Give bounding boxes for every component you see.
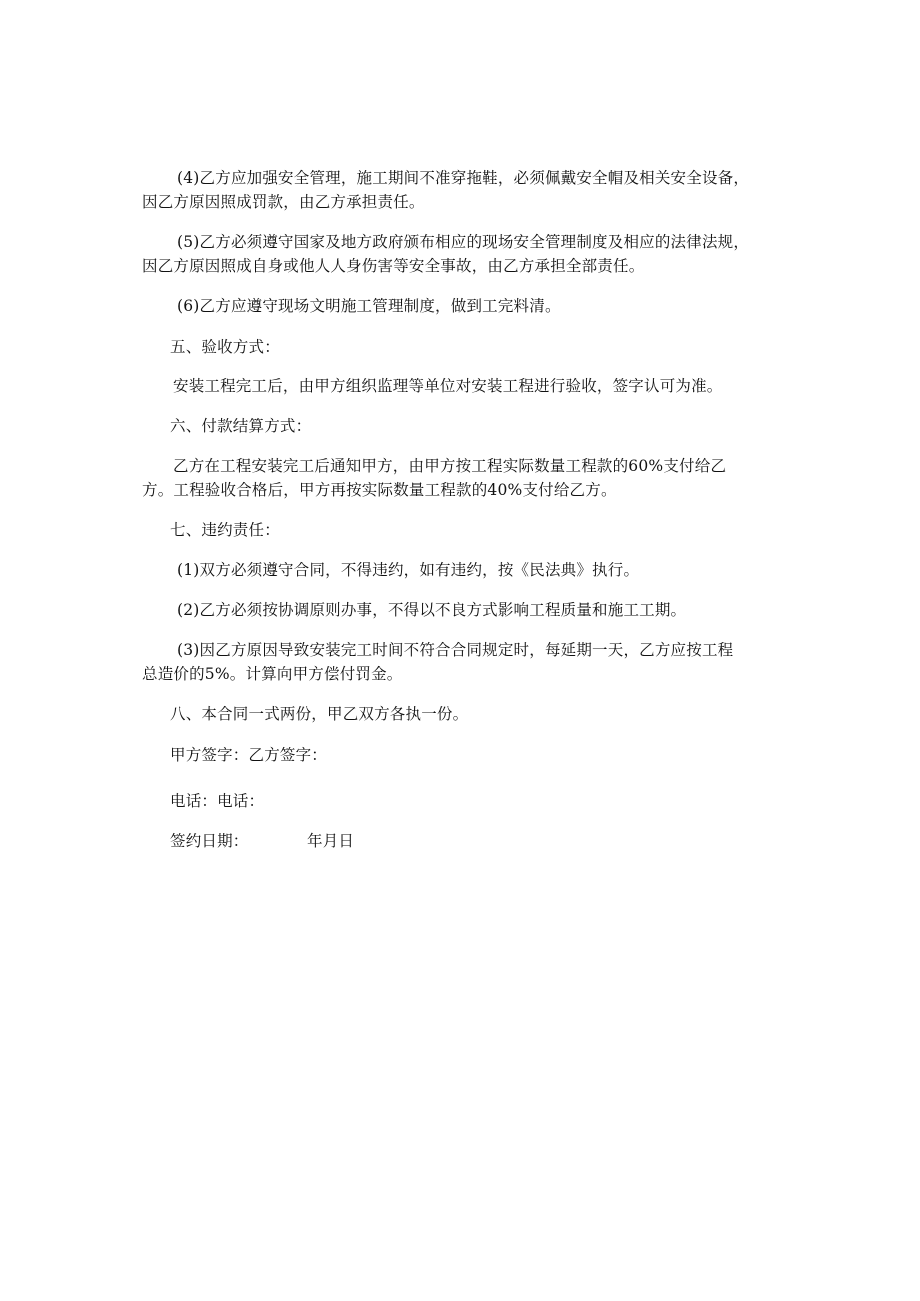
clause-4-line-1: (4)乙方应加强安全管理，施工期间不准穿拖鞋，必须佩戴安全帽及相关安全设备， <box>177 169 750 187</box>
section-6-body-line-1: 乙方在工程安装完工后通知甲方，由甲方按工程实际数量工程款的60%支付给乙 <box>173 457 727 475</box>
section-7-item-3-line-2: 总造价的5%。计算向甲方偿付罚金。 <box>142 665 403 683</box>
clause-6: (6)乙方应遵守现场文明施工管理制度，做到工完料清。 <box>177 297 561 315</box>
section-5-body: 安装工程完工后，由甲方组织监理等单位对安装工程进行验收，签字认可为准。 <box>173 377 723 395</box>
section-7-item-2: (2)乙方必须按协调原则办事，不得以不良方式影响工程质量和施工工期。 <box>177 601 687 619</box>
section-7-heading: 七、违约责任： <box>170 521 280 539</box>
clause-4-line-2: 因乙方原因照成罚款，由乙方承担责任。 <box>142 193 425 211</box>
clause-5-line-1: (5)乙方必须遵守国家及地方政府颁布相应的现场安全管理制度及相应的法律法规， <box>177 233 750 251</box>
section-7-item-1: (1)双方必须遵守合同，不得违约，如有违约，按《民法典》执行。 <box>177 561 640 579</box>
section-8: 八、本合同一式两份，甲乙双方各执一份。 <box>170 705 469 723</box>
sign-date-value: 年月日 <box>307 832 355 850</box>
section-5-heading: 五、验收方式： <box>170 338 280 356</box>
signature-line: 甲方签字：乙方签字： <box>170 746 328 764</box>
clause-5-line-2: 因乙方原因照成自身或他人人身伤害等安全事故，由乙方承担全部责任。 <box>142 257 645 275</box>
section-6-body-line-2: 方。工程验收合格后，甲方再按实际数量工程款的40%支付给乙方。 <box>142 481 617 499</box>
phone-line: 电话：电话： <box>170 792 265 810</box>
section-6-heading: 六、付款结算方式： <box>170 417 312 435</box>
section-7-item-3-line-1: (3)因乙方原因导致安装完工时间不符合合同规定时，每延期一天，乙方应按工程 <box>177 641 734 659</box>
sign-date-label: 签约日期： <box>170 832 249 850</box>
